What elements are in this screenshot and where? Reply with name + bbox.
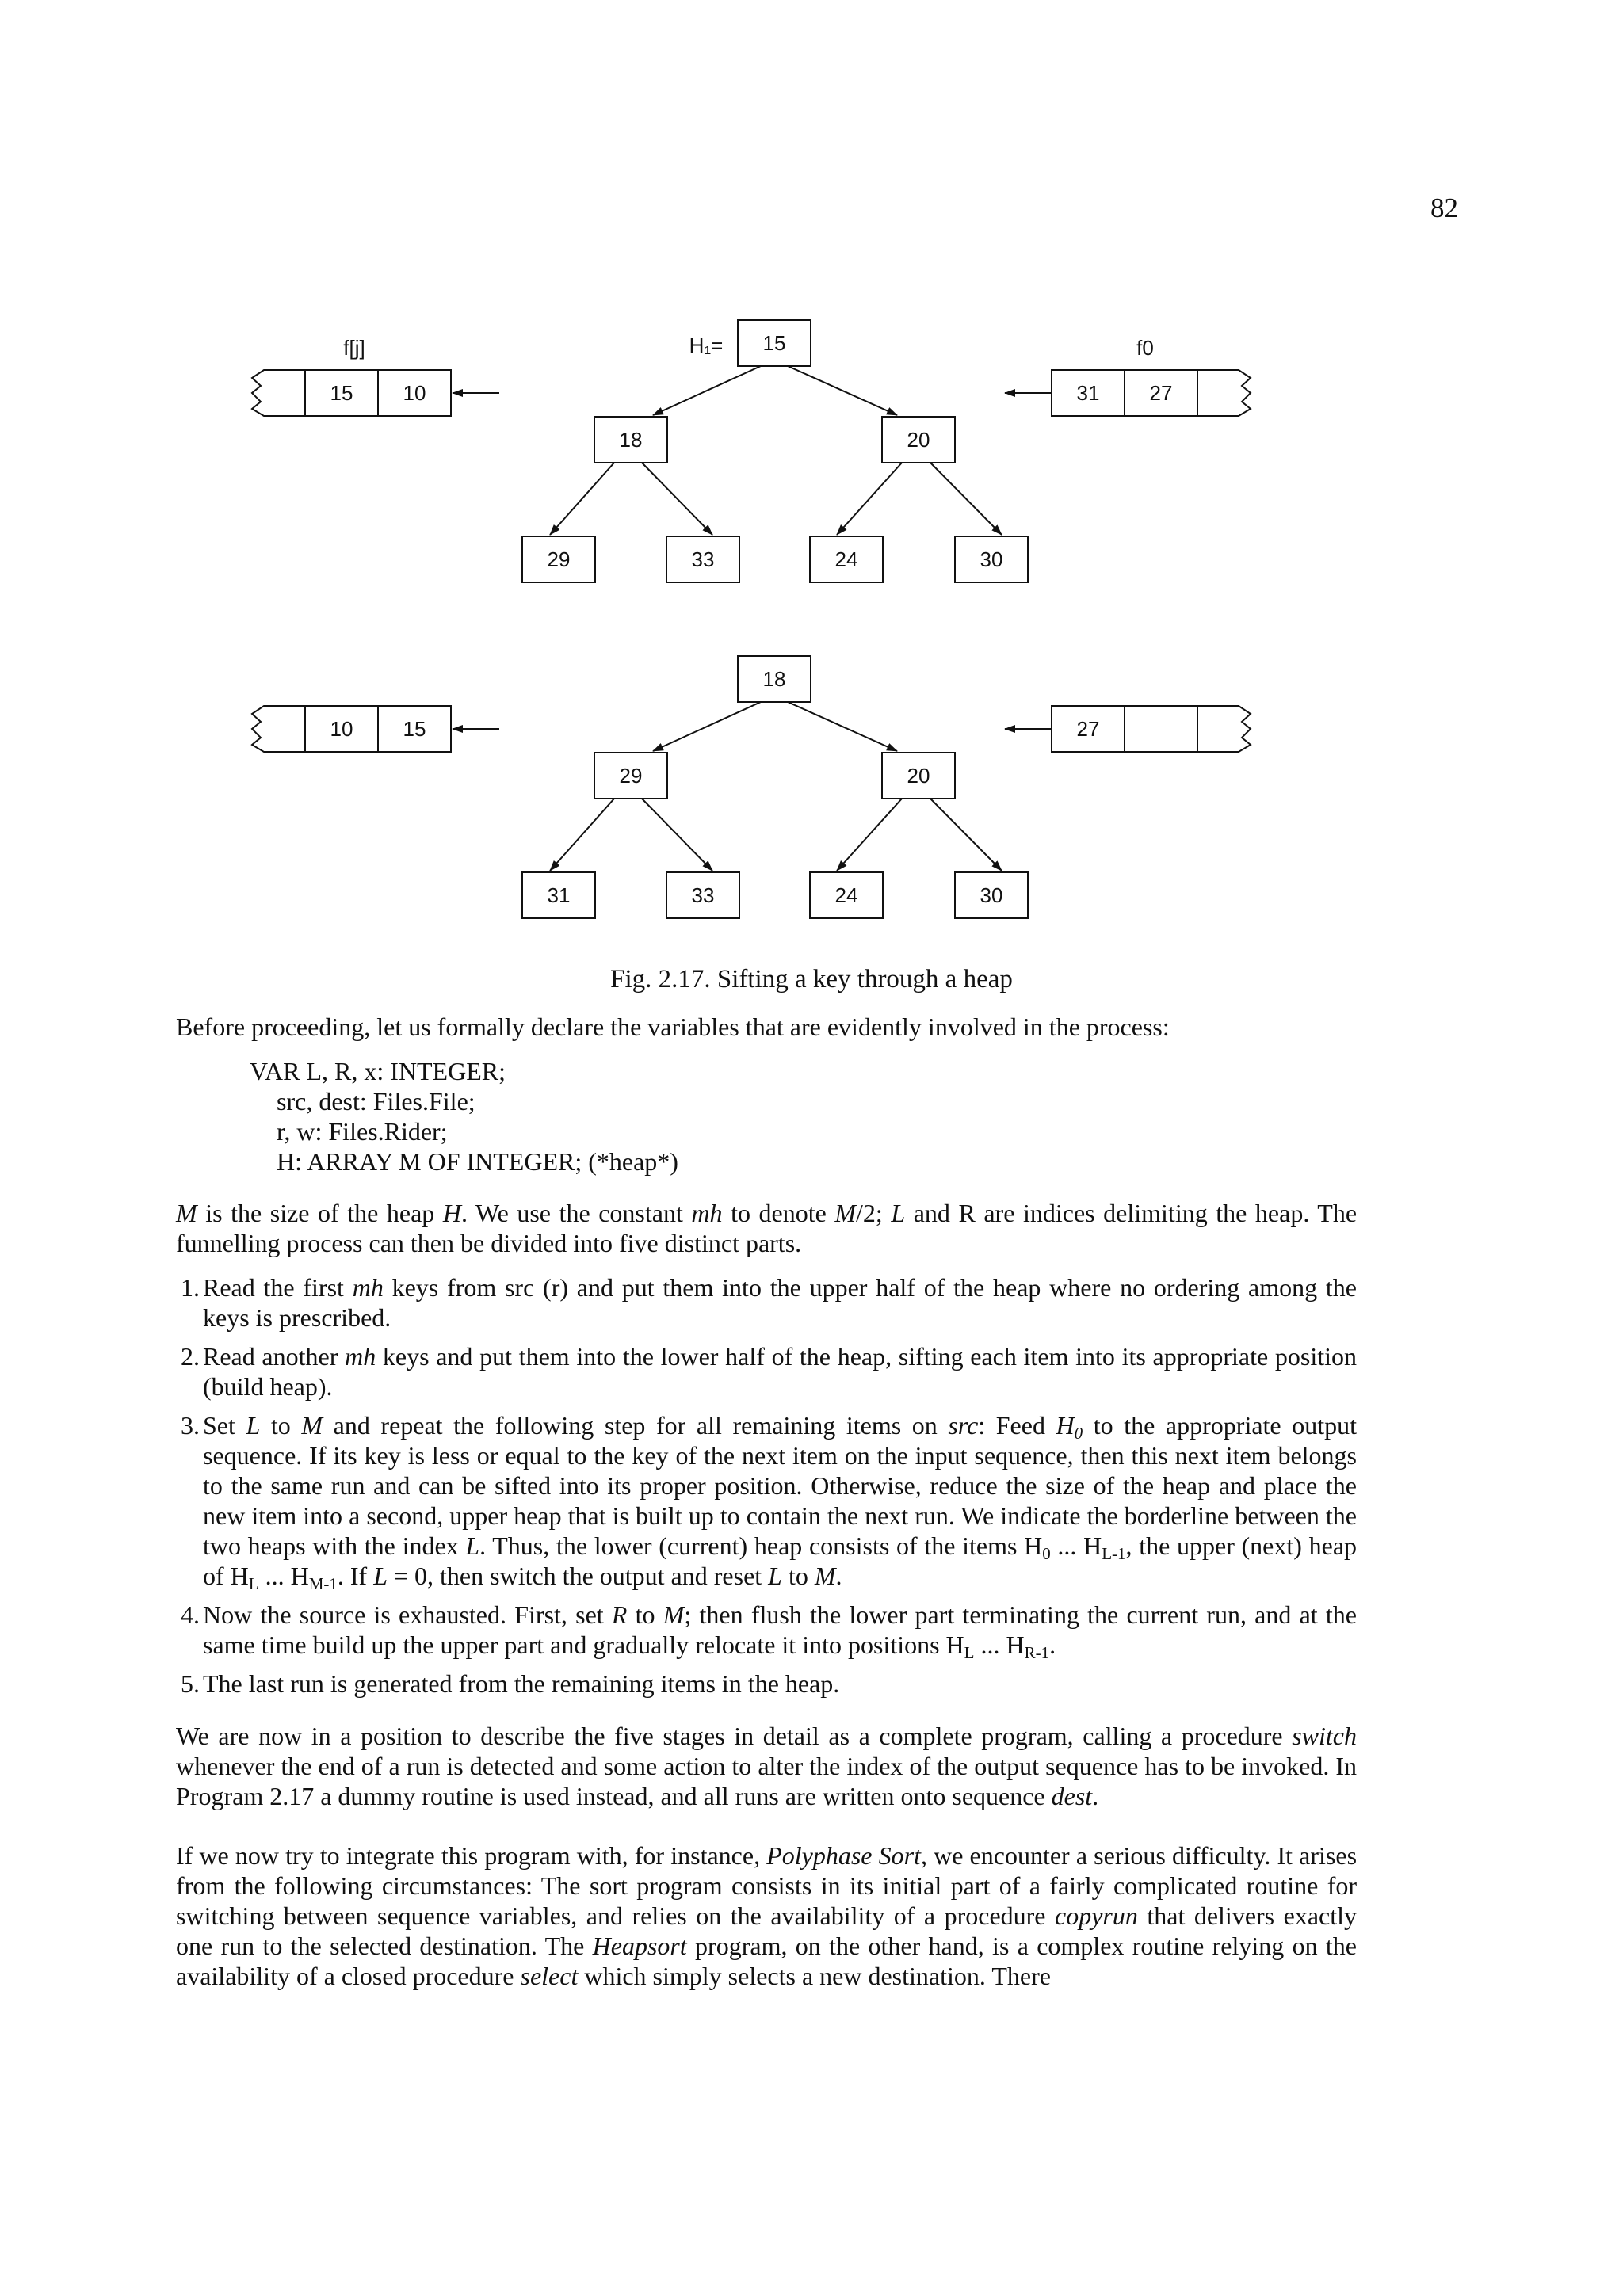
paragraph-polyphase: If we now try to integrate this program with, for instance, Polyphase Sort, we encounter a serious difficulty. It arises from the following circumstances: The sort program consists in its initial part of a fairly complicated routine for switching between sequence variables, and relies on the availability of a procedure copyrun that delivers exactly one run to the selected destination. The Heapsort program, on the other hand, is a complex routine relying on the availability of a closed procedure select which simply selects a new destination. There [176, 1841, 1358, 1990]
figure-caption: Fig. 2.17. Sifting a key through a heap [610, 965, 1013, 994]
heap-edge [642, 799, 712, 871]
list-item: 3. Set L to M and repeat the following step for all remaining items on src: Feed $H_0$ to the appropriate output sequence. If its key is less or equal to the key of the next item on the input sequence, then this next item belongs to the same run and can be sifted into its proper position. Otherwise, reduce the size of the heap and place the new item into a second, upper heap that is built up to contain the next run. We indicate the borderline between the two heaps with the index L. Thus, the lower (current) heap consists of the items $H_0$ ... $H_{L-1}$, the upper (next) heap of $H_L$ ... $H_{M-1}$. If L = 0, then switch the output and reset L to M. [181, 1411, 1358, 1593]
label-fj: f[j] [343, 336, 365, 360]
code-line: VAR L, R, x: INTEGER; [250, 1057, 506, 1085]
code-line: r, w: Files.Rider; [277, 1117, 448, 1146]
seq-fj-value: 15 [330, 381, 353, 405]
figure-heap-sifting [0, 0, 1623, 967]
heap-node-value: 30 [980, 547, 1003, 571]
heap-edge [837, 463, 902, 535]
heap-node-value: 18 [619, 428, 643, 452]
heap-edge [788, 366, 897, 415]
heap-edge [788, 702, 897, 751]
heap-node-value: 29 [547, 547, 571, 571]
seq-fj-torn-end [252, 370, 305, 416]
paragraph-intro: Before proceeding, let us formally declare the variables that are evidently involved in the process: [176, 1013, 1170, 1041]
heap-node-value: 20 [907, 764, 930, 788]
seq-left-torn-end [252, 706, 305, 752]
heap-node-value: 29 [619, 764, 643, 788]
heap-node-value: 33 [691, 547, 715, 571]
seq-fj-value: 10 [403, 381, 426, 405]
seq-f0-value: 31 [1076, 381, 1100, 405]
heap-edge [642, 463, 712, 535]
list-item: 5. The last run is generated from the remaining items in the heap. [181, 1669, 840, 1698]
numbered-list-parts [151, 1272, 1357, 1707]
seq-left-value: 10 [330, 717, 353, 741]
heap-node-value: 20 [907, 428, 930, 452]
seq-f0-torn-end [1197, 370, 1251, 416]
list-item: 4. Now the source is exhausted. First, set R to M; then flush the lower part terminating the current run, and at the same time build up the upper part and gradually relocate it into positions $H_L$ ... $H_{R-1}$. [181, 1600, 1357, 1662]
code-line: H: ARRAY M OF INTEGER; (*heap*) [277, 1147, 678, 1176]
heap-root-value: 18 [762, 667, 786, 691]
heap-edge [550, 463, 614, 535]
heap-edge [653, 366, 761, 415]
heap-edge [930, 799, 1002, 871]
heap-edge [837, 799, 902, 871]
paragraph-stages: We are now in a position to describe the five stages in detail as a complete program, calling a procedure switch whenever the end of a run is detected and some action to alter the index of the output sequence has to be invoked. In Program 2.17 a dummy routine is used instead, and all runs are written onto sequence dest. [176, 1722, 1357, 1810]
seq-right-torn-end [1197, 706, 1251, 752]
heap-edge [550, 799, 614, 871]
label-h1: H₁= [689, 334, 724, 357]
seq-left-value: 15 [403, 717, 426, 741]
heap-node-value: 33 [691, 883, 715, 907]
label-f0: f0 [1136, 336, 1154, 360]
list-item: 1. Read the first mh keys from src (r) and put them into the upper half of the heap where no ordering among the keys is prescribed. [181, 1273, 1358, 1332]
code-block-declarations [250, 1056, 678, 1177]
seq-right-value: 27 [1076, 717, 1100, 741]
heap-node-value: 31 [547, 883, 571, 907]
list-item: 2. Read another mh keys and put them into the lower half of the heap, sifting each item into its appropriate position (build heap). [181, 1342, 1358, 1401]
paragraph-heap-size: M is the size of the heap H. We use the constant mh to denote M/2; L and R are indices delimiting the heap. The funnelling process can then be divided into five distinct parts. [176, 1199, 1358, 1257]
seq-f0-value: 27 [1149, 381, 1173, 405]
heap-node-value: 24 [834, 883, 858, 907]
heap-edge [653, 702, 761, 751]
code-line: src, dest: Files.File; [277, 1087, 475, 1116]
page-number: 82 [1430, 193, 1458, 223]
heap-node-value: 24 [834, 547, 858, 571]
heap-edge [930, 463, 1002, 535]
seq-right-cell [1125, 706, 1197, 752]
heap-node-value: 30 [980, 883, 1003, 907]
heap-root-value: 15 [762, 331, 786, 355]
